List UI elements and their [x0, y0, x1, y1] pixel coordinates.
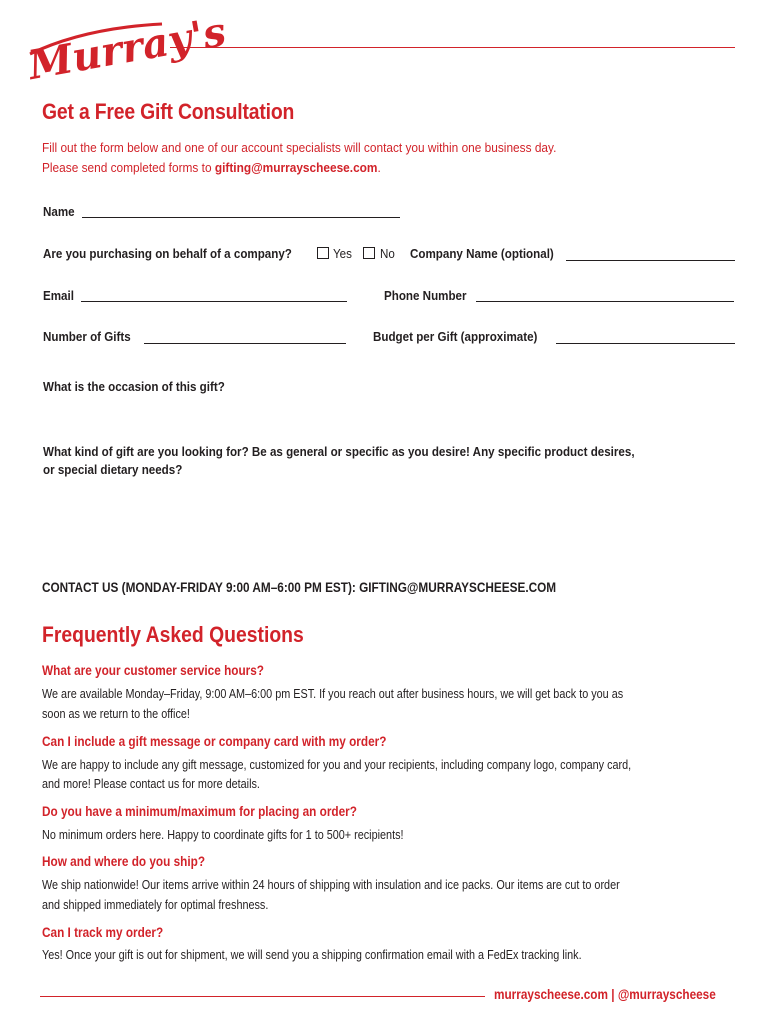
gifts-field[interactable] — [144, 343, 346, 344]
page-title: Get a Free Gift Consultation — [42, 99, 295, 124]
footer-rule — [40, 996, 485, 997]
faq-question: How and where do you ship? — [42, 854, 206, 869]
phone-label: Phone Number — [384, 288, 467, 303]
gift-kind-area[interactable] — [43, 482, 733, 572]
gifts-label: Number of Gifts — [43, 329, 131, 344]
header-rule — [170, 47, 735, 48]
occasion-label: What is the occasion of this gift? — [43, 379, 225, 394]
phone-field[interactable] — [476, 301, 734, 302]
murrays-logo — [24, 8, 230, 90]
occasion-area[interactable] — [43, 398, 733, 434]
yes-label: Yes — [333, 246, 352, 261]
faq-answer: Yes! Once your gift is out for shipment, we will send you a shipping confirmation email with a FedEx tracking link. — [42, 948, 582, 962]
intro-text-line1: Fill out the form below and one of our account specialists will contact you within one business day. — [42, 140, 557, 155]
logo-wordmark: Murray's — [24, 8, 230, 90]
no-checkbox[interactable] — [363, 247, 375, 259]
faq-answer: We ship nationwide! Our items arrive within 24 hours of shipping with insulation and ice packs. Our items are cut to order — [42, 878, 620, 892]
company-name-field[interactable] — [566, 260, 735, 261]
gift-kind-label-line1: What kind of gift are you looking for? Be as general or specific as you desire! Any specific product desires, — [43, 444, 635, 459]
faq-question: Do you have a minimum/maximum for placing an order? — [42, 804, 357, 819]
budget-label: Budget per Gift (approximate) — [373, 329, 538, 344]
intro-email-link[interactable]: gifting@murrayscheese.com — [214, 160, 378, 175]
company-question-label: Are you purchasing on behalf of a company? — [43, 246, 292, 261]
budget-field[interactable] — [556, 343, 735, 344]
name-label: Name — [43, 204, 75, 219]
faq-answer: and shipped immediately for optimal freshness. — [42, 898, 269, 912]
yes-checkbox[interactable] — [317, 247, 329, 259]
faq-answer: No minimum orders here. Happy to coordinate gifts for 1 to 500+ recipients! — [42, 828, 404, 842]
contact-line: CONTACT US (MONDAY-FRIDAY 9:00 AM–6:00 PM EST): GIFTING@MURRAYSCHEESE.COM — [42, 580, 557, 595]
intro-text-line2: Please send completed forms to gifting@murrayscheese.com. — [42, 160, 381, 175]
faq-answer: and more! Please contact us for more details. — [42, 777, 260, 791]
faq-answer: We are happy to include any gift message, customized for you and your recipients, including company logo, company card, — [42, 758, 632, 772]
faq-question: Can I track my order? — [42, 925, 164, 940]
email-label: Email — [43, 288, 74, 303]
name-field[interactable] — [82, 217, 400, 218]
gift-kind-label-line2: or special dietary needs? — [43, 462, 183, 477]
footer-links[interactable]: murrayscheese.com | @murrayscheese — [494, 987, 716, 1002]
faq-question: Can I include a gift message or company card with my order? — [42, 734, 387, 749]
faq-question: What are your customer service hours? — [42, 663, 265, 678]
company-name-label: Company Name (optional) — [410, 246, 554, 261]
faq-title: Frequently Asked Questions — [42, 622, 304, 647]
faq-answer: soon as we return to the office! — [42, 707, 190, 721]
faq-answer: We are available Monday–Friday, 9:00 AM–6:00 pm EST. If you reach out after business hours, we will get back to you as — [42, 687, 624, 701]
email-field[interactable] — [81, 301, 347, 302]
no-label: No — [380, 246, 395, 261]
